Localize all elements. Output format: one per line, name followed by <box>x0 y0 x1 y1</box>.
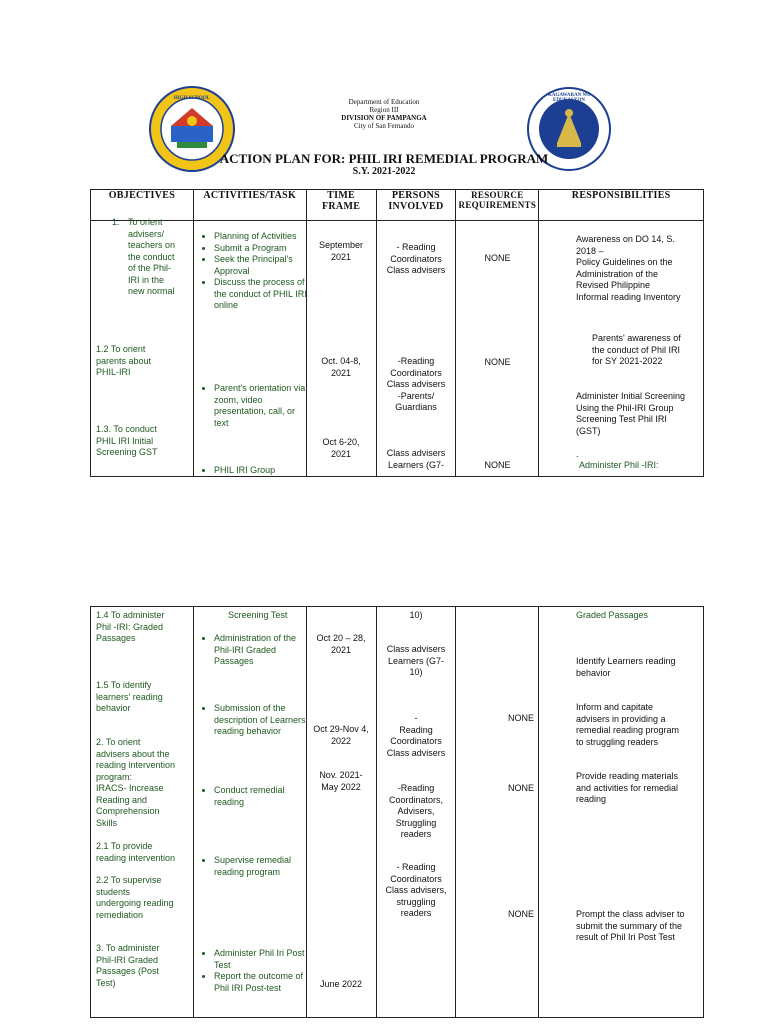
header-persons: PERSONS INVOLVED <box>376 190 456 221</box>
p2-obj5: 2.2 To supervise students undergoing reading remediation <box>96 875 174 920</box>
header-city: City of San Fernando <box>353 122 415 130</box>
p2-obj4: 2.1 To provide reading intervention <box>96 841 176 863</box>
p1-resp1: Awareness on DO 14, S. 2018 – Policy Guidelines on the Administration of the Revised Philippine Informal reading Inventory <box>576 234 681 302</box>
p1-pers2: -Reading Coordinators Class advisers -Parents/ Guardians <box>386 356 446 412</box>
header-resource: RESOURCE REQUIREMENTS <box>456 190 539 221</box>
p2-obj2: 1.5 To identify learners' reading behavior <box>96 680 163 713</box>
header-objectives: OBJECTIVES <box>91 190 194 221</box>
p2-time4: June 2022 <box>319 979 363 989</box>
p2-time1: Oct 20 – 28, 2021 <box>316 633 366 655</box>
deped-seal-text: KAGAWARAN NG EDUKASYON <box>547 93 591 103</box>
p2-res3: NONE <box>507 909 534 919</box>
p2-res1: NONE <box>507 713 534 723</box>
p2-time3: Nov. 2021- May 2022 <box>319 770 363 792</box>
p2-resp2: Inform and capitate advisers in providing a remedial reading program to struggling readers <box>576 702 680 747</box>
p1-time1: September 2021 <box>318 240 364 262</box>
p1-act3: • PHIL IRI Group <box>196 465 308 477</box>
header-responsibilities: RESPONSIBILITIES <box>539 190 704 221</box>
p2-act4: • Supervise remedial reading program <box>196 855 308 878</box>
school-seal-text: HIGH SCHOOL <box>173 96 211 101</box>
p1-obj1: 1. To orient advisers/ teachers on the conduct of the Phil- IRI in the new normal <box>112 217 176 296</box>
p2-pers1: Class advisers Learners (G7- 10) <box>386 644 446 677</box>
header-dept: Department of Education <box>348 98 420 106</box>
p1-pers1: - Reading Coordinators Class advisers <box>386 242 446 275</box>
p1-res3: NONE <box>484 460 511 470</box>
header-region: Region III <box>369 106 399 114</box>
p2-obj6: 3. To administer Phil-IRI Graded Passages (Post Test) <box>96 943 160 988</box>
p2-pers4: - Reading Coordinators Class advisers, struggling readers <box>385 862 447 918</box>
p1-obj2: 1.2 To orient parents about PHIL-IRI <box>96 344 152 377</box>
p2-time2: Oct 29-Nov 4, 2022 <box>313 724 369 746</box>
p2-act1: • Administration of the Phil-IRI Graded Passages <box>196 633 308 668</box>
p1-resp2: Parents' awareness of the conduct of Phil IRI for SY 2021-2022 <box>592 333 681 366</box>
p2-act5: • Administer Phil Iri Post Test • Report the outcome of Phil IRI Post-test <box>196 948 308 994</box>
header-division: DIVISION OF PAMPANGA <box>341 114 427 122</box>
p1-resp3: Administer Initial Screening Using the Phil-IRI Group Screening Test Phil IRI (GST) <box>576 391 686 436</box>
p1-time2: Oct. 04-8, 2021 <box>321 356 361 378</box>
p2-act2: • Submission of the description of Learners' reading behavior <box>196 703 308 738</box>
p1-time3: Oct 6-20, 2021 <box>322 437 360 459</box>
p2-resp0: Graded Passages <box>576 610 649 620</box>
p2-act0: Screening Test <box>228 610 288 620</box>
p1-act2: • Parent's orientation via zoom, video presentation, call, or text <box>196 383 308 429</box>
p1-res2: NONE <box>484 357 511 367</box>
school-year: S.Y. 2021-2022 <box>352 166 416 177</box>
p2-act3: • Conduct remedial reading <box>196 785 308 808</box>
header-activities: ACTIVITIES/TASK <box>193 190 306 221</box>
p2-resp3: Provide reading materials and activities for remedial reading <box>576 771 679 804</box>
p1-resp4-dot: . <box>576 449 579 459</box>
p1-obj3: 1.3. To conduct PHIL IRI Initial Screening GST <box>96 424 158 457</box>
header-time-frame: TIME FRAME <box>306 190 376 221</box>
p1-res1: NONE <box>484 253 511 263</box>
p2-pers3: -Reading Coordinators, Advisers, Struggling readers <box>388 783 444 839</box>
p2-obj3: 2. To orient advisers about the reading intervention program: IRACS- Increase Reading and Comprehension Skills <box>96 737 176 828</box>
p1-resp4: Administer Phil -IRI: <box>579 460 659 470</box>
p1-pers3: Class advisers Learners (G7- <box>386 448 446 470</box>
p2-res2: NONE <box>507 783 534 793</box>
page-title: ACTION PLAN FOR: PHIL IRI REMEDIAL PROGRAM <box>219 151 549 166</box>
p2-resp4: Prompt the class adviser to submit the summary of the result of Phil Iri Post Test <box>576 909 685 942</box>
p1-act1: • Planning of Activities • Submit a Program • Seek the Principal's Approval • Discuss the process of the conduct of PHIL IRI online <box>196 231 308 312</box>
p2-pers0: 10) <box>409 610 423 620</box>
p2-pers2: - Reading Coordinators Class advisers <box>386 713 446 758</box>
p2-obj1: 1.4 To administer Phil -IRI: Graded Passages <box>96 610 165 643</box>
p2-resp1: Identify Learners reading behavior <box>576 656 676 678</box>
